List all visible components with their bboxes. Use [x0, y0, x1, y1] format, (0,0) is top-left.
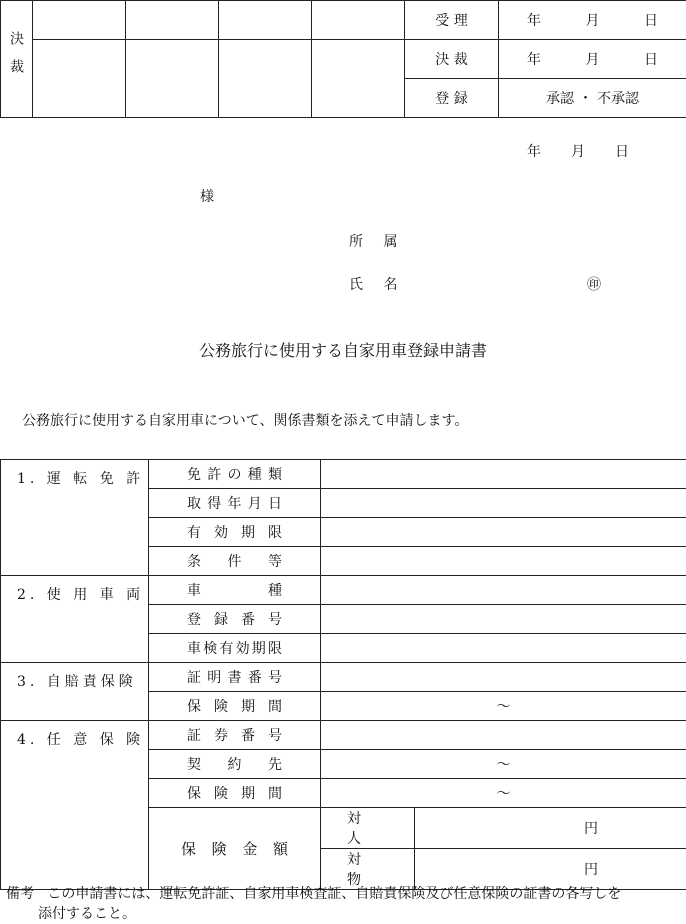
field-conditions[interactable] [321, 547, 686, 576]
field-license-type[interactable] [321, 460, 686, 489]
label-char: 限 [268, 638, 282, 658]
label-char: 年 [228, 493, 242, 513]
label-char: 額 [273, 838, 288, 859]
application-date[interactable] [527, 141, 629, 161]
label-valid-period [149, 518, 321, 547]
label-conditions [149, 547, 321, 576]
label-char: 種 [268, 580, 282, 600]
label-char: 件 [228, 551, 242, 571]
remarks-text1: この申請書には、運転免許証、自家用車検査証、自賠責保険及び任意保険の証書の各写しを [47, 886, 621, 902]
day-label: 日 [615, 141, 629, 161]
field-policy-number[interactable] [321, 721, 686, 750]
label-acquired-date [149, 489, 321, 518]
label-char: 類 [268, 464, 282, 484]
stamp-cell-8[interactable] [312, 40, 405, 118]
label-inspection-text [187, 638, 282, 658]
label-person: 対 人 [321, 808, 415, 849]
label-char: 日 [268, 493, 282, 513]
field-valid-period[interactable] [321, 518, 686, 547]
label-policy-number-text [187, 725, 282, 745]
label-char: 険 [214, 783, 228, 803]
label-char: 検 [203, 638, 217, 658]
label-char: 番 [241, 725, 255, 745]
label-char: 車 [187, 580, 201, 600]
label-conditions-text [187, 551, 282, 571]
label-char: 書 [228, 667, 242, 687]
field-inspection[interactable] [321, 634, 686, 663]
label-char: 期 [241, 783, 255, 803]
field-cert-number[interactable] [321, 663, 686, 692]
month-label: 月 [586, 10, 600, 30]
stamp-cell-3[interactable] [219, 1, 312, 40]
remarks-line1 [6, 884, 621, 904]
toroku-label: 登 録 [405, 79, 499, 118]
section-license: 1. 運 転 免 許 [1, 460, 149, 576]
label-char: 保 [187, 783, 201, 803]
section-vehicle: 2. 使 用 車 両 [1, 576, 149, 663]
label-char: 契 [187, 754, 201, 774]
label-char: 効 [236, 638, 250, 658]
label-contractor-text [187, 754, 282, 774]
label-char: 得 [207, 493, 221, 513]
label-ins-period-text [187, 696, 282, 716]
month-label: 月 [571, 141, 585, 161]
stamp-cell-1[interactable] [33, 1, 126, 40]
label-policy-number [149, 721, 321, 750]
label-contractor [149, 750, 321, 779]
label-char: 険 [212, 838, 227, 859]
year-label: 年 [527, 49, 541, 69]
label-char: 間 [268, 783, 282, 803]
juri-label: 受 理 [405, 1, 499, 40]
stamp-cell-2[interactable] [126, 1, 219, 40]
label-char: 登 [187, 609, 201, 629]
label-car-type-text [187, 580, 282, 600]
field-reg-number[interactable] [321, 605, 686, 634]
label-char: 許 [207, 464, 221, 484]
field-acquired-date[interactable] [321, 489, 686, 518]
field-ins-period[interactable]: ～ [321, 692, 686, 721]
label-char: 期 [252, 638, 266, 658]
approve-choice[interactable]: 承認 ・ 不承認 [499, 79, 686, 118]
year-label: 年 [527, 10, 541, 30]
addressee-suffix: 様 [200, 186, 214, 206]
label-char: 番 [241, 609, 255, 629]
label-char: 限 [268, 522, 282, 542]
label-char: 条 [187, 551, 201, 571]
label-char: 金 [242, 838, 257, 859]
label-char: 取 [187, 493, 201, 513]
kessai-label: 決裁 [1, 31, 31, 87]
label-char: 明 [207, 667, 221, 687]
label-char: 車 [187, 638, 201, 658]
label-cert-number [149, 663, 321, 692]
label-inspection [149, 634, 321, 663]
label-coverage [149, 808, 321, 890]
label-char: 先 [268, 754, 282, 774]
month-label: 月 [586, 49, 600, 69]
label-char: 効 [214, 522, 228, 542]
label-char: 有 [187, 522, 201, 542]
label-ins-period2-text [187, 783, 282, 803]
label-ins-period [149, 692, 321, 721]
label-char: 号 [268, 667, 282, 687]
label-char: 期 [241, 696, 255, 716]
affiliation-label: 所 属 [349, 231, 405, 251]
remarks-label: 備考 [6, 886, 34, 902]
label-char: 証 [187, 725, 201, 745]
year-label: 年 [527, 141, 541, 161]
registration-table [0, 459, 686, 890]
label-char: 券 [214, 725, 228, 745]
label-cert-number-text [187, 667, 282, 687]
field-car-type[interactable] [321, 576, 686, 605]
field-contractor[interactable]: ～ [321, 750, 686, 779]
label-char: 期 [241, 522, 255, 542]
label-ins-period2 [149, 779, 321, 808]
label-char: 約 [228, 754, 242, 774]
label-reg-number-text [187, 609, 282, 629]
intro-text: 公務旅行に使用する自家用車について、関係書類を添えて申請します。 [22, 410, 468, 430]
day-label: 日 [644, 49, 658, 69]
field-property-amount[interactable]: 円 [415, 849, 686, 890]
name-label: 氏 名 [349, 274, 405, 294]
seal-icon: ㊞ [587, 274, 601, 294]
remarks [6, 884, 621, 924]
stamp-cell-6[interactable] [126, 40, 219, 118]
label-char: 保 [181, 838, 196, 859]
label-license-type [149, 460, 321, 489]
label-char: 間 [268, 696, 282, 716]
section-voluntary-insurance: 4. 任 意 保 険 [1, 721, 149, 890]
day-label: 日 [644, 10, 658, 30]
label-char: 録 [214, 609, 228, 629]
document-title: 公務旅行に使用する自家用車登録申請書 [0, 338, 686, 361]
label-char: 号 [268, 609, 282, 629]
remarks-line2: 添付すること。 [6, 904, 621, 924]
label-char: 証 [187, 667, 201, 687]
label-acquired-date-text [187, 493, 282, 513]
section-compulsory-insurance: 3. 自賠責保険 [1, 663, 149, 721]
stamp-cell-7[interactable] [219, 40, 312, 118]
field-ins-period2[interactable]: ～ [321, 779, 686, 808]
label-char: 号 [268, 725, 282, 745]
label-coverage-text [181, 838, 288, 859]
label-car-type [149, 576, 321, 605]
juri-date[interactable] [499, 1, 686, 40]
label-char: の [228, 464, 242, 484]
label-property: 対 物 [321, 849, 415, 890]
label-reg-number [149, 605, 321, 634]
kessai-date[interactable] [499, 40, 686, 79]
kessai2-label: 決 裁 [405, 40, 499, 79]
stamp-cell-5[interactable] [33, 40, 126, 118]
label-char: 種 [248, 464, 262, 484]
label-char: 番 [248, 667, 262, 687]
label-char: 等 [268, 551, 282, 571]
field-person-amount[interactable]: 円 [415, 808, 686, 849]
approval-table [0, 0, 686, 118]
label-char: 有 [219, 638, 233, 658]
stamp-cell-4[interactable] [312, 1, 405, 40]
label-char: 免 [187, 464, 201, 484]
label-license-type-text [187, 464, 282, 484]
label-char: 月 [248, 493, 262, 513]
label-char: 保 [187, 696, 201, 716]
label-valid-period-text [187, 522, 282, 542]
label-char: 険 [214, 696, 228, 716]
kessai-label-cell [1, 1, 33, 118]
